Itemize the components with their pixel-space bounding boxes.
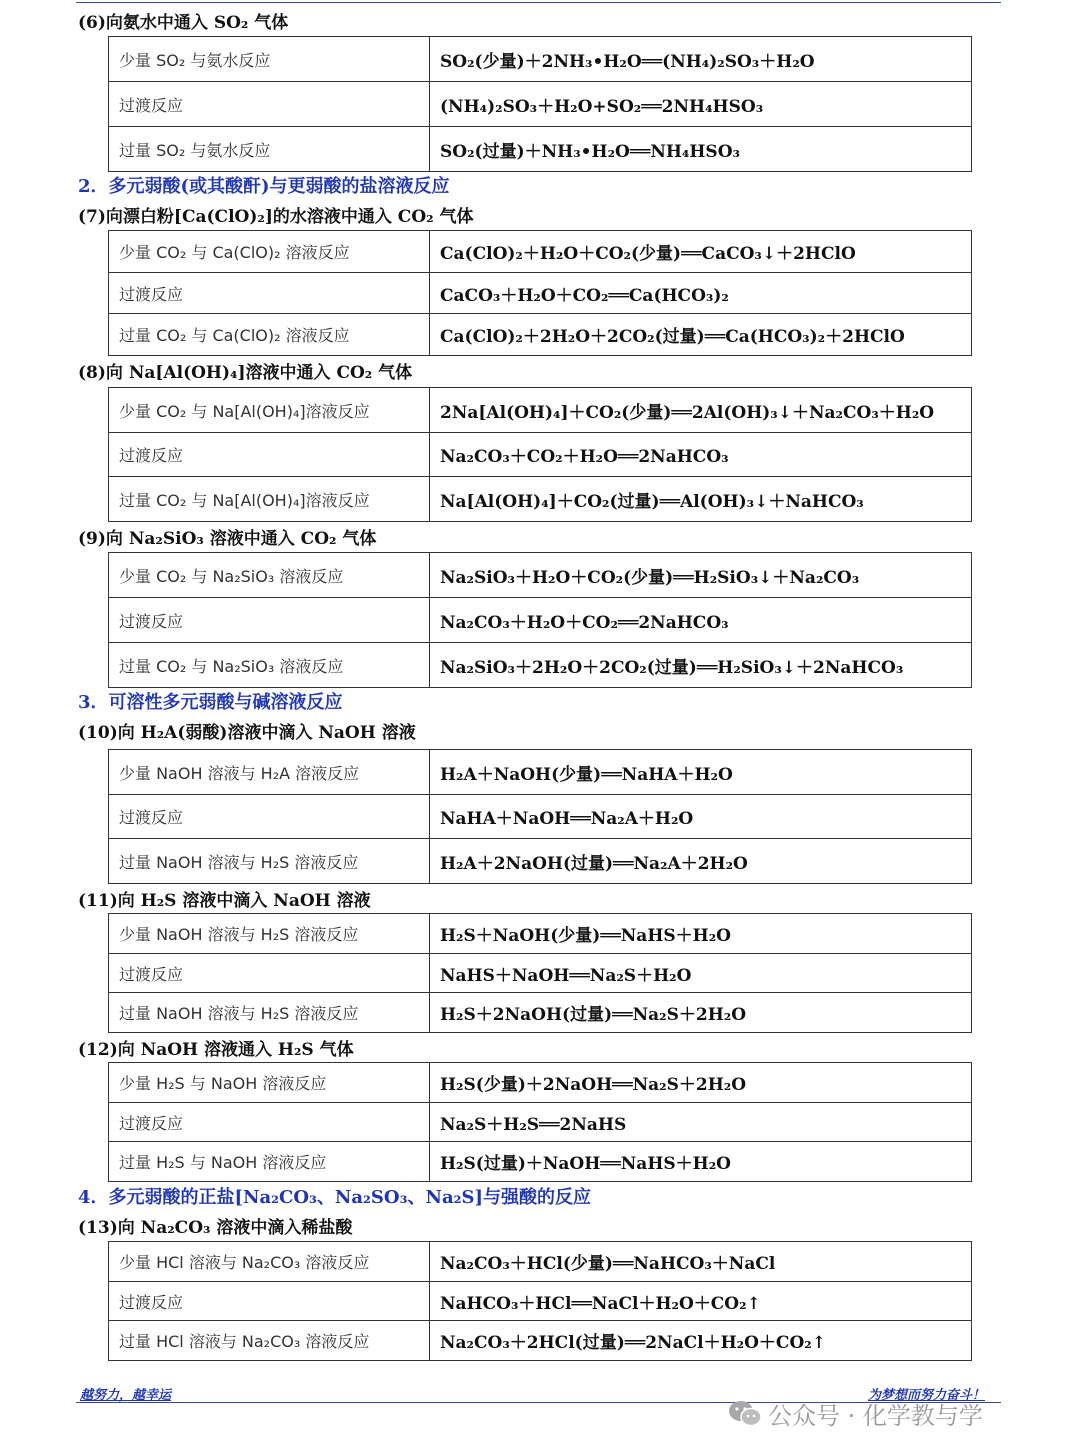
condition-cell: 过渡反应 [109,273,430,314]
section-heading-2: 2．多元弱酸(或其酸酐)与更弱酸的盐溶液反应 [78,176,450,197]
table-row [109,477,972,522]
subheading-10: (10)向 H₂A(弱酸)溶液中滴入 NaOH 溶液 [78,723,416,743]
table-9 [108,552,972,688]
condition-cell: 过渡反应 [109,1103,430,1142]
condition-cell: 过量 CO₂ 与 Na₂SiO₃ 溶液反应 [109,643,430,688]
equation-cell: (NH₄)₂SO₃＋H₂O+SO₂══2NH₄HSO₃ [430,82,972,127]
table-row [109,1142,972,1182]
equation-cell: Na₂CO₃＋HCl(少量)══NaHCO₃＋NaCl [430,1242,972,1282]
condition-cell: 过渡反应 [109,795,430,839]
condition-cell: 少量 SO₂ 与氨水反应 [109,37,430,82]
equation-cell: 2Na[Al(OH)₄]＋CO₂(少量)══2Al(OH)₃↓＋Na₂CO₃＋H₂O [430,388,972,433]
footer-motto-left: 越努力，越幸运 [80,1388,172,1403]
condition-cell: 过渡反应 [109,954,430,993]
table-row [109,433,972,477]
condition-cell: 过渡反应 [109,1282,430,1321]
table-row [109,1103,972,1142]
subheading-13: (13)向 Na₂CO₃ 溶液中滴入稀盐酸 [78,1218,353,1238]
equation-cell: H₂S＋NaOH(少量)══NaHS＋H₂O [430,914,972,954]
table-row [109,598,972,643]
equation-cell: H₂S＋2NaOH(过量)══Na₂S＋2H₂O [430,993,972,1033]
table-6 [108,36,972,172]
condition-cell: 过量 HCl 溶液与 Na₂CO₃ 溶液反应 [109,1321,430,1361]
table-row [109,273,972,314]
equation-cell: Na[Al(OH)₄]＋CO₂(过量)══Al(OH)₃↓＋NaHCO₃ [430,477,972,522]
table-13 [108,1241,972,1361]
table-row [109,1282,972,1321]
watermark-text: 公众号 · 化学教与学 [768,1402,983,1430]
table-row [109,553,972,598]
condition-cell: 少量 HCl 溶液与 Na₂CO₃ 溶液反应 [109,1242,430,1282]
equation-cell: H₂S(少量)＋2NaOH══Na₂S＋2H₂O [430,1063,972,1103]
equation-cell: H₂A＋NaOH(少量)══NaHA＋H₂O [430,750,972,795]
table-row [109,1063,972,1103]
condition-cell: 过量 NaOH 溶液与 H₂S 溶液反应 [109,839,430,884]
section-heading-3: 3．可溶性多元弱酸与碱溶液反应 [78,692,343,713]
wechat-icon [728,1400,762,1434]
table-8 [108,387,972,522]
table-row [109,643,972,688]
equation-cell: Na₂S＋H₂S══2NaHS [430,1103,972,1142]
equation-cell: NaHS＋NaOH══Na₂S＋H₂O [430,954,972,993]
equation-cell: CaCO₃＋H₂O＋CO₂══Ca(HCO₃)₂ [430,273,972,314]
condition-cell: 少量 H₂S 与 NaOH 溶液反应 [109,1063,430,1103]
equation-cell: NaHCO₃＋HCl══NaCl＋H₂O＋CO₂↑ [430,1282,972,1321]
equation-cell: Na₂SiO₃＋2H₂O＋2CO₂(过量)══H₂SiO₃↓＋2NaHCO₃ [430,643,972,688]
table-11 [108,913,972,1033]
table-row [109,127,972,172]
table-row [109,1321,972,1361]
condition-cell: 过量 H₂S 与 NaOH 溶液反应 [109,1142,430,1182]
condition-cell: 过量 SO₂ 与氨水反应 [109,127,430,172]
table-row [109,388,972,433]
watermark [728,1396,983,1434]
equation-cell: NaHA＋NaOH══Na₂A＋H₂O [430,795,972,839]
subheading-6: (6)向氨水中通入 SO₂ 气体 [78,13,289,33]
condition-cell: 少量 CO₂ 与 Na₂SiO₃ 溶液反应 [109,553,430,598]
table-row [109,82,972,127]
table-row [109,750,972,795]
condition-cell: 少量 NaOH 溶液与 H₂A 溶液反应 [109,750,430,795]
equation-cell: SO₂(过量)＋NH₃•H₂O══NH₄HSO₃ [430,127,972,172]
subheading-12: (12)向 NaOH 溶液通入 H₂S 气体 [78,1040,354,1060]
condition-cell: 过量 CO₂ 与 Ca(ClO)₂ 溶液反应 [109,314,430,356]
equation-cell: SO₂(少量)＋2NH₃•H₂O══(NH₄)₂SO₃＋H₂O [430,37,972,82]
table-12 [108,1062,972,1182]
section-heading-4: 4．多元弱酸的正盐[Na₂CO₃、Na₂SO₃、Na₂S]与强酸的反应 [78,1187,592,1208]
equation-cell: Na₂CO₃＋2HCl(过量)══2NaCl＋H₂O＋CO₂↑ [430,1321,972,1361]
table-row [109,795,972,839]
subheading-9: (9)向 Na₂SiO₃ 溶液中通入 CO₂ 气体 [78,529,377,549]
equation-cell: H₂S(过量)＋NaOH══NaHS＋H₂O [430,1142,972,1182]
table-row [109,37,972,82]
table-row [109,314,972,356]
condition-cell: 少量 CO₂ 与 Ca(ClO)₂ 溶液反应 [109,231,430,273]
condition-cell: 少量 NaOH 溶液与 H₂S 溶液反应 [109,914,430,954]
condition-cell: 少量 CO₂ 与 Na[Al(OH)₄]溶液反应 [109,388,430,433]
header-rule [76,2,1001,3]
subheading-7: (7)向漂白粉[Ca(ClO)₂]的水溶液中通入 CO₂ 气体 [78,207,474,227]
condition-cell: 过渡反应 [109,433,430,477]
footer-motto-right: 为梦想而努力奋斗！ [868,1388,986,1403]
equation-cell: Ca(ClO)₂＋2H₂O＋2CO₂(过量)══Ca(HCO₃)₂＋2HClO [430,314,972,356]
table-10 [108,749,972,884]
equation-cell: Ca(ClO)₂＋H₂O＋CO₂(少量)══CaCO₃↓＋2HClO [430,231,972,273]
condition-cell: 过渡反应 [109,598,430,643]
table-row [109,954,972,993]
equation-cell: H₂A＋2NaOH(过量)══Na₂A＋2H₂O [430,839,972,884]
equation-cell: Na₂SiO₃＋H₂O＋CO₂(少量)══H₂SiO₃↓＋Na₂CO₃ [430,553,972,598]
condition-cell: 过渡反应 [109,82,430,127]
equation-cell: Na₂CO₃＋CO₂＋H₂O══2NaHCO₃ [430,433,972,477]
table-row [109,914,972,954]
table-row [109,1242,972,1282]
condition-cell: 过量 CO₂ 与 Na[Al(OH)₄]溶液反应 [109,477,430,522]
condition-cell: 过量 NaOH 溶液与 H₂S 溶液反应 [109,993,430,1033]
table-row [109,231,972,273]
subheading-8: (8)向 Na[Al(OH)₄]溶液中通入 CO₂ 气体 [78,363,413,383]
table-row [109,839,972,884]
table-7 [108,230,972,356]
subheading-11: (11)向 H₂S 溶液中滴入 NaOH 溶液 [78,891,371,911]
table-row [109,993,972,1033]
equation-cell: Na₂CO₃＋H₂O＋CO₂══2NaHCO₃ [430,598,972,643]
